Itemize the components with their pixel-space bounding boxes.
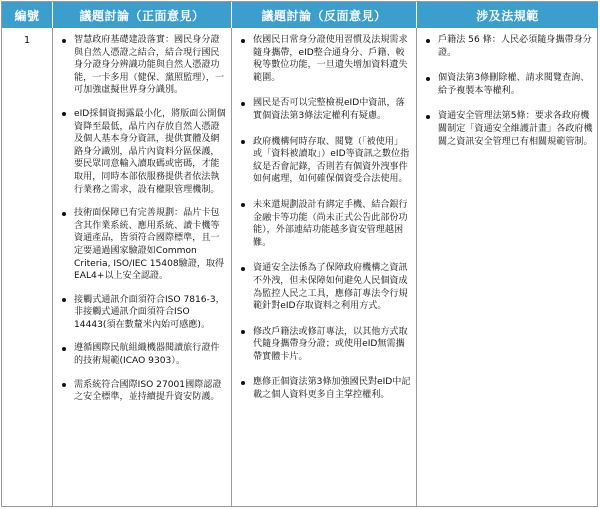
list-item: eID採個資揭露最小化，將版面公開個資降至最低，晶片內存放自然人憑證及個人基本身分資訊，提供實體及網路身分識別，晶片內資料分區保護，要民眾同意輸入讀取碼或密碼，才能取用，同時本部依服務提供者依法執行業務之需求，設有權限管理機制。: [60, 108, 226, 196]
header-related-laws: 涉及法規範: [417, 2, 599, 28]
list-item: 智慧政府基礎建設落實：國民身分證與自然人憑證之結合，結合現行國民身分證身分辨識功能與自然人憑證功能，一卡多用（健保、黨照監理），一可加強虛擬世界身分識別。: [60, 34, 226, 97]
list-item: 修改戶籍法或修訂專法，以其他方式取代隨身攜帶身分證；或使用eID無需攜帶實體卡片。: [239, 326, 411, 364]
header-number: 編號: [2, 2, 53, 28]
discussion-table: [1, 1, 598, 507]
row-number: 1: [2, 28, 53, 506]
con-opinions-list: [232, 28, 416, 402]
list-item: 遵循國際民航組織機器閱讀旅行證件的技術規範(ICAO 9303）。: [60, 342, 226, 367]
list-item: 依國民日常身分證使用習慣及法規需求隨身攜帶，eID整合通身分、戶籍、較稅等數位功能，一旦遺失增加資料遺失範圍。: [239, 34, 411, 84]
list-item: 政府機構何時存取、閱覽（「被使用」或「資料被讀取」）eID等資訊之數位指紋是否會記錄，否則若有個資外洩事件如何處理，如何確保個資受合法使用。: [239, 136, 411, 186]
list-item: 個資法第3條刪除權、請求閱覽查詢、給予複製本等權利。: [424, 72, 594, 97]
list-item: 接觸式通訊介面須符合ISO 7816-3，非接觸式通訊介面須符合ISO 14443(須在數釐米內始可感應)。: [60, 294, 226, 332]
pro-opinions-cell: [53, 28, 232, 506]
list-item: 需系統符合國際ISO 27001國際認證之安全標準，並持續提升資安防護。: [60, 379, 226, 404]
related-laws-list: [417, 28, 599, 148]
related-laws-cell: [417, 28, 599, 506]
pro-opinions-list: [53, 28, 231, 404]
list-item: 戶籍法 56 條：人民必須隨身攜帶身分證。: [424, 34, 594, 59]
header-pro-opinions: 議題討論（正面意見）: [53, 2, 232, 28]
list-item: 資通安全管理法第5條：要求各政府機關制定「資通安全維護計畫」各政府機關之資訊安全管理已有相關規範管制。: [424, 110, 594, 148]
list-item: 資通安全法係為了保障政府機構之資訊不外洩，但未保障如何避免人民個資成為監控人民之工具，應修訂專法令行規範針對eID存取資料之利用方式。: [239, 262, 411, 312]
con-opinions-cell: [232, 28, 417, 506]
list-item: 國民是否可以完整檢視eID中資訊，落實個資法第3條法定權利有疑慮。: [239, 97, 411, 122]
list-item: 未來還規劃設計有綁定手機、結合銀行金融卡等功能（尚未正式公告此部份功能），外部連結功能越多資安管理越困難。: [239, 199, 411, 249]
header-con-opinions: 議題討論（反面意見）: [232, 2, 417, 28]
list-item: 技術面保障已有完善規劃：晶片卡包含其作業系統、應用系統、讀卡機等資通產品，皆須符合國際標準，且一定要通過國家驗證如Common Criteria, ISO/IEC 15408驗證，取得EAL4+以上安全認證。: [60, 207, 226, 283]
list-item: 應修正個資法第3條加強國民對eID中記載之個人資料更多自主掌控權利。: [239, 376, 411, 401]
